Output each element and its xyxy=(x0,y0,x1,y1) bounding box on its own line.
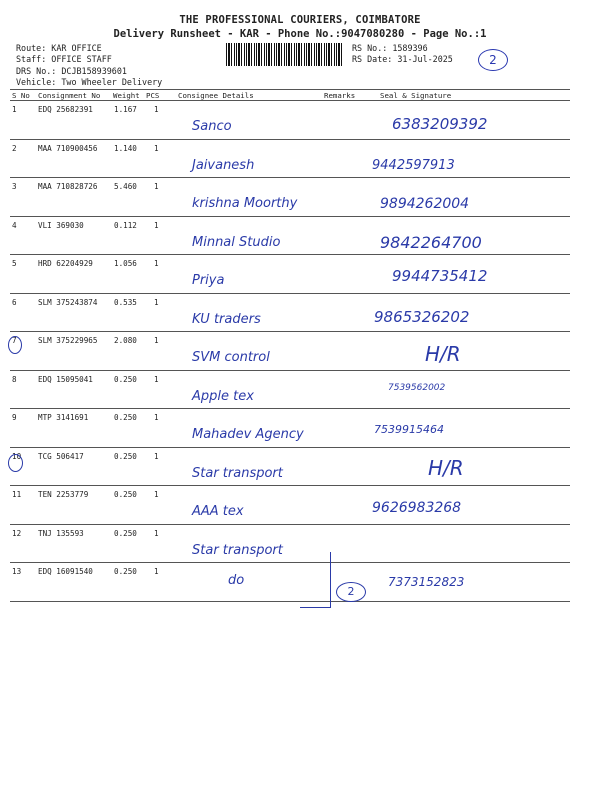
row-consignment-no: EDQ 25682391 xyxy=(38,105,93,114)
row-pcs: 1 xyxy=(154,297,159,307)
col-consignee: Consignee Details xyxy=(178,91,254,100)
row-weight: 2.080 xyxy=(114,336,137,345)
row-consignment-no: MAA 710828726 xyxy=(38,182,98,191)
row-divider xyxy=(10,139,570,140)
row-consignment-no: SLM 375243874 xyxy=(38,297,98,307)
row-pcs: 1 xyxy=(154,143,159,153)
row-consignment-no: MAA 710900456 xyxy=(38,143,98,153)
row-divider xyxy=(10,331,570,332)
row-signature-handwritten: 9842264700 xyxy=(380,232,482,252)
row-pcs: 1 xyxy=(154,374,159,384)
bracket-circle-mark: 2 xyxy=(336,582,366,602)
row-sno: 1 xyxy=(12,105,17,114)
row-10-circle-mark xyxy=(8,451,23,472)
row-consignment-no: TEN 2253779 xyxy=(38,490,89,499)
row-pcs: 1 xyxy=(154,336,159,345)
row-consignment-no: SLM 375229965 xyxy=(38,336,98,345)
row-weight: 0.250 xyxy=(114,451,137,461)
row-pcs: 1 xyxy=(154,105,159,114)
row-sno: 12 xyxy=(12,528,22,538)
row-divider xyxy=(10,447,570,448)
row-weight: 0.250 xyxy=(114,490,137,499)
row-consignee-handwritten: krishna Moorthy xyxy=(192,196,298,211)
row-consignee-handwritten: do xyxy=(228,573,245,588)
row-consignee-handwritten: Star transport xyxy=(192,542,283,558)
row-signature-handwritten: H/R xyxy=(425,342,461,366)
col-remarks: Remarks xyxy=(324,91,356,100)
row-consignee-handwritten: Jaivanesh xyxy=(192,157,255,173)
row-signature-handwritten: 9442597913 xyxy=(372,157,455,173)
barcode xyxy=(226,43,344,66)
row-sno: 5 xyxy=(12,259,17,268)
route-label: Route: KAR OFFICE xyxy=(16,43,102,53)
row-consignment-no: VLI 369030 xyxy=(38,220,84,230)
runsheet-subtitle: Delivery Runsheet - KAR - Phone No.:9047080280 - Page No.:1 xyxy=(113,28,487,40)
row-divider xyxy=(10,254,570,255)
row-consignment-no: EDQ 15095041 xyxy=(38,374,93,384)
table-top-rule xyxy=(10,89,570,90)
row-signature-handwritten: 9944735412 xyxy=(392,267,488,285)
vehicle-label: Vehicle: Two Wheeler Delivery xyxy=(16,77,163,87)
row-divider xyxy=(10,601,570,602)
row-pcs: 1 xyxy=(154,413,159,422)
row-sno: 6 xyxy=(12,297,17,307)
row-weight: 0.535 xyxy=(114,297,137,307)
row-signature-handwritten: H/R xyxy=(428,455,464,480)
row-sno: 3 xyxy=(12,182,17,191)
row-signature-handwritten: 7373152823 xyxy=(388,575,465,589)
col-seal-signature: Seal & Signature xyxy=(380,91,452,100)
row-consignment-no: TNJ 135593 xyxy=(38,528,84,538)
row-sno: 2 xyxy=(12,143,17,153)
row-pcs: 1 xyxy=(154,451,159,461)
row-divider xyxy=(10,562,570,563)
row-consignee-handwritten: AAA tex xyxy=(192,504,244,519)
row-divider xyxy=(10,485,570,486)
row-sno: 4 xyxy=(12,220,17,230)
row-pcs: 1 xyxy=(154,220,159,230)
row-weight: 0.250 xyxy=(114,413,137,422)
row-sno: 11 xyxy=(12,490,22,499)
row-sno: 7 xyxy=(12,336,17,345)
row-signature-handwritten: 7539562002 xyxy=(388,382,446,393)
table-header-rule xyxy=(10,100,570,101)
row-signature-handwritten: 9626983268 xyxy=(372,500,462,516)
row-consignee-handwritten: Apple tex xyxy=(192,388,254,404)
staff-label: Staff: OFFICE STAFF xyxy=(16,54,112,64)
row-consignee-handwritten: Star transport xyxy=(192,465,283,481)
row-7-circle-mark xyxy=(8,336,22,354)
row-weight: 0.112 xyxy=(114,220,137,230)
row-divider xyxy=(10,216,570,217)
row-weight: 0.250 xyxy=(114,374,137,384)
row-pcs: 1 xyxy=(154,528,159,538)
col-sno: S No xyxy=(12,91,30,100)
row-pcs: 1 xyxy=(154,182,159,191)
row-weight: 1.140 xyxy=(114,143,137,153)
row-consignee-handwritten: Sanco xyxy=(192,119,232,134)
row-signature-handwritten: 9894262004 xyxy=(380,196,470,212)
row-divider xyxy=(10,293,570,294)
rs-date: RS Date: 31-Jul-2025 xyxy=(352,54,453,64)
row-weight: 0.250 xyxy=(114,567,137,576)
row-sno: 10 xyxy=(12,451,22,461)
row-consignee-handwritten: SVM control xyxy=(192,350,270,365)
row-signature-handwritten: 9865326202 xyxy=(374,307,470,326)
row-divider xyxy=(10,408,570,409)
row-sno: 8 xyxy=(12,374,17,384)
row-weight: 1.167 xyxy=(114,105,137,114)
row-signature-handwritten: 6383209392 xyxy=(392,115,488,133)
row-divider xyxy=(10,524,570,525)
row-sno: 13 xyxy=(12,567,22,576)
continuation-bracket xyxy=(300,552,331,608)
row-pcs: 1 xyxy=(154,490,159,499)
col-pcs: PCS xyxy=(146,91,160,100)
col-weight: Weight xyxy=(113,91,140,100)
row-consignee-handwritten: Minnal Studio xyxy=(192,234,281,250)
drs-number: DRS No.: DCJB158939601 xyxy=(16,66,127,76)
row-pcs: 1 xyxy=(154,567,159,576)
row-consignment-no: HRD 62204929 xyxy=(38,259,93,268)
row-weight: 5.460 xyxy=(114,182,137,191)
row-sno: 9 xyxy=(12,413,17,422)
row-consignment-no: TCG 506417 xyxy=(38,451,84,461)
row-divider xyxy=(10,177,570,178)
row-signature-handwritten: 7539915464 xyxy=(374,423,444,436)
row-consignee-handwritten: Mahadev Agency xyxy=(192,427,304,442)
row-weight: 1.056 xyxy=(114,259,137,268)
row-divider xyxy=(10,370,570,371)
row-consignment-no: MTP 3141691 xyxy=(38,413,89,422)
row-consignee-handwritten: KU traders xyxy=(192,311,261,327)
row-consignee-handwritten: Priya xyxy=(192,273,225,288)
rs-number: RS No.: 1589396 xyxy=(352,43,428,53)
row-weight: 0.250 xyxy=(114,528,137,538)
col-consignment: Consignment No xyxy=(38,91,101,100)
page-circle-mark: 2 xyxy=(478,49,508,71)
runsheet-title: THE PROFESSIONAL COURIERS, COIMBATORE xyxy=(179,14,421,26)
row-pcs: 1 xyxy=(154,259,159,268)
row-consignment-no: EDQ 16091540 xyxy=(38,567,93,576)
